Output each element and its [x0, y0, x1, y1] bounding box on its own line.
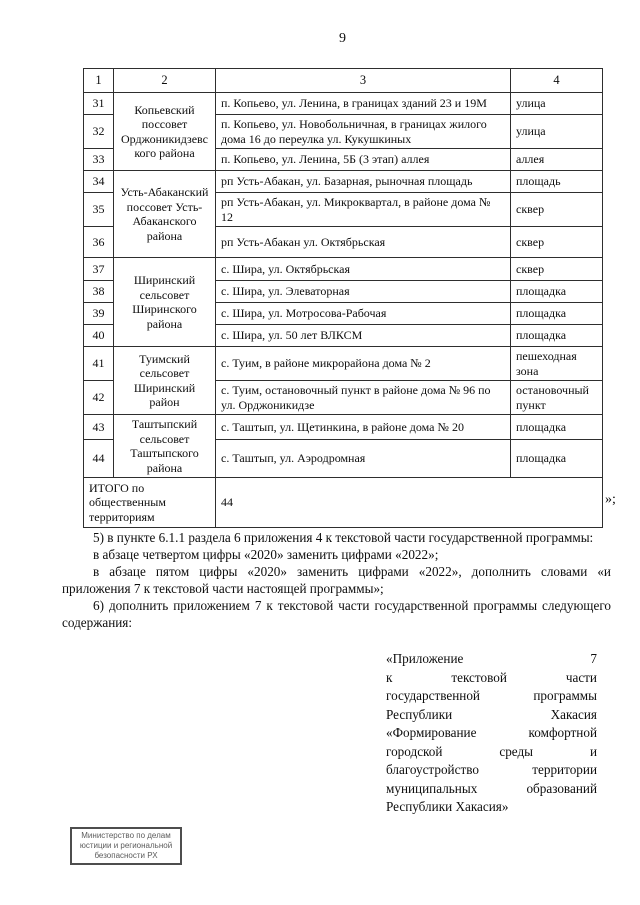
location-cell: рп Усть-Абакан ул. Октябрьская	[216, 227, 511, 258]
location-cell: с. Шира, ул. Мотросова-Рабочая	[216, 303, 511, 325]
location-cell: с. Шира, ул. 50 лет ВЛКСМ	[216, 325, 511, 347]
type-cell: пешеходная зона	[511, 347, 603, 381]
appendix-line: «Формирование комфортной	[386, 725, 597, 740]
header-cell: 3	[216, 69, 511, 93]
type-cell: площадка	[511, 303, 603, 325]
table-header-row	[84, 69, 603, 93]
table-row	[84, 258, 603, 281]
row-number-cell: 42	[84, 381, 114, 415]
header-cell: 2	[114, 69, 216, 93]
total-value-cell: 44	[216, 478, 603, 528]
appendix-line: к текстовой части	[386, 669, 597, 685]
appendix-line: муниципальных образований	[386, 780, 597, 796]
row-number-cell: 41	[84, 347, 114, 381]
location-cell: с. Шира, ул. Октябрьская	[216, 258, 511, 281]
table-row	[84, 347, 603, 381]
paragraph: 6) дополнить приложением 7 к текстовой части государственной программы следующего содержания:	[62, 598, 611, 630]
type-cell: площадка	[511, 281, 603, 303]
row-number-cell: 35	[84, 193, 114, 227]
location-cell: рп Усть-Абакан, ул. Микроквартал, в районе дома № 12	[216, 193, 511, 227]
stamp-line: юстиции и региональной	[79, 841, 173, 850]
appendix-line: Республики Хакасия»	[386, 799, 509, 814]
territories-table	[83, 68, 603, 528]
row-number-cell: 37	[84, 258, 114, 281]
row-number-cell: 33	[84, 149, 114, 171]
council-cell: Таштыпский сельсовет Таштыпского района	[114, 415, 216, 478]
row-number-cell: 43	[84, 415, 114, 440]
location-cell: с. Таштып, ул. Щетинкина, в районе дома № 20	[216, 415, 511, 440]
type-cell: улица	[511, 115, 603, 149]
row-number-cell: 34	[84, 171, 114, 193]
council-cell: Усть-Абаканский поссовет Усть-Абаканского района	[114, 171, 216, 258]
table-total-row	[84, 478, 603, 528]
paragraph: в абзаце четвертом цифры «2020» заменить цифрами «2022»;	[93, 547, 439, 562]
location-cell: п. Копьево, ул. Новобольничная, в границах жилого дома 16 до переулка ул. Кукушкиных	[216, 115, 511, 149]
council-cell: Ширинский сельсовет Ширинского района	[114, 258, 216, 347]
appendix-line: «Приложение 7	[386, 651, 597, 666]
type-cell: площадка	[511, 440, 603, 478]
row-number-cell: 36	[84, 227, 114, 258]
stamp-line: безопасности РХ	[94, 851, 158, 860]
table-row	[84, 415, 603, 440]
header-cell: 1	[84, 69, 114, 93]
location-cell: п. Копьево, ул. Ленина, в границах зданий 23 и 19М	[216, 93, 511, 115]
row-number-cell: 39	[84, 303, 114, 325]
quote-close-marker: »;	[605, 492, 616, 507]
territories-table-wrap	[83, 68, 602, 528]
ministry-stamp	[70, 827, 182, 865]
location-cell: с. Шира, ул. Элеваторная	[216, 281, 511, 303]
appendix-line: благоустройство территории	[386, 762, 597, 777]
table-row	[84, 93, 603, 115]
location-cell: с. Таштып, ул. Аэродромная	[216, 440, 511, 478]
location-cell: с. Туим, в районе микрорайона дома № 2	[216, 347, 511, 381]
type-cell: сквер	[511, 227, 603, 258]
location-cell: п. Копьево, ул. Ленина, 5Б (3 этап) аллея	[216, 149, 511, 171]
stamp-line: Министерство по делам	[81, 831, 171, 840]
paragraph: 5) в пункте 6.1.1 раздела 6 приложения 4 к текстовой части государственной программы:	[93, 530, 594, 545]
appendix-line: государственной программы	[386, 688, 597, 703]
body-paragraphs	[62, 529, 611, 631]
type-cell: аллея	[511, 149, 603, 171]
type-cell: сквер	[511, 258, 603, 281]
row-number-cell: 38	[84, 281, 114, 303]
location-cell: с. Туим, остановочный пункт в районе дома № 96 по ул. Орджоникидзе	[216, 381, 511, 415]
total-label-cell: ИТОГО по общественным территориям	[84, 478, 216, 528]
council-cell: Туимский сельсовет Ширинский район	[114, 347, 216, 415]
table-row	[84, 171, 603, 193]
type-cell: площадка	[511, 325, 603, 347]
type-cell: площадка	[511, 415, 603, 440]
appendix-line: городской среды и	[386, 743, 597, 759]
row-number-cell: 44	[84, 440, 114, 478]
type-cell: улица	[511, 93, 603, 115]
appendix-line: Республики Хакасия	[386, 706, 597, 722]
appendix-heading-block	[386, 650, 597, 817]
row-number-cell: 40	[84, 325, 114, 347]
paragraph: в абзаце пятом цифры «2020» заменить цифрами «2022», дополнить словами «и приложения 7 к текстовой части настоящей программы»;	[62, 564, 611, 596]
page-number: 9	[339, 31, 346, 46]
type-cell: остановочный пункт	[511, 381, 603, 415]
row-number-cell: 31	[84, 93, 114, 115]
type-cell: площадь	[511, 171, 603, 193]
location-cell: рп Усть-Абакан, ул. Базарная, рыночная площадь	[216, 171, 511, 193]
header-cell: 4	[511, 69, 603, 93]
type-cell: сквер	[511, 193, 603, 227]
council-cell: Копьевский поссовет Орджоникидзевского района	[114, 93, 216, 171]
row-number-cell: 32	[84, 115, 114, 149]
